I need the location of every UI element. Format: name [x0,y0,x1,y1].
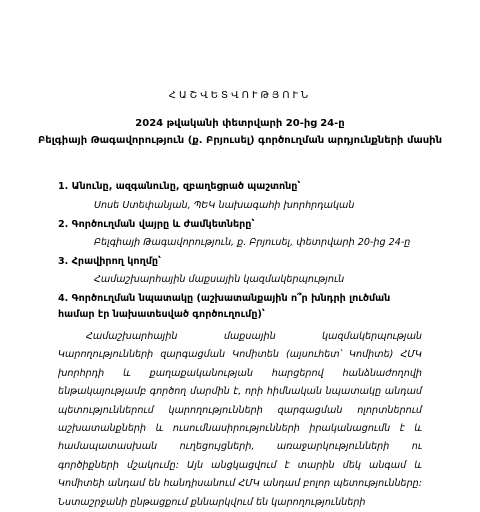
document-topic-line: Բելգիայի Թագավորություն (ք. Բրյուսել) գործուղման արդյունքների մասին [37,135,443,146]
purpose-body: Համաշխարհային մաքսային կազմակերպության Կարողությունների զարգացման Կոմիտեն (այսուհետ՝ Կոմիտե) ՀՄԿ խորհրդի և քաղաքականության հարցերով հանձնաժողովի ենթակայությամբ գործող մարմին է, որի հիմնական նպատակը անդամ պետություններում կարողությունների զարգացման ոլորտներում աշխատանքների և ուսումնասիրությունների իրականացումն է և համապատասխան ուղեցույցների, առաջարկությունների ու գործիքների մշակումը: Այն անցկացվում է տարին մեկ անգամ և Կոմիտեի անդամ են հանդիսանում ՀՄԿ անդամ բոլոր պետությունները: Նստաշրջանի ընթացքում քննարկվում են կարողությունների [58,331,422,508]
item-heading-place-dates: 2. Գործուղման վայրը և ժամկետները՝ [58,219,255,230]
item-heading-inviting-party: 3. Հրավիրող կողմը՝ [58,256,162,267]
item-value-inviting-party: Համաշխարհային մաքսային կազմակերպություն [94,274,345,285]
item-heading-name: 1. Անունը, ազգանունը, զբաղեցրած պաշտոնը՝ [58,181,301,192]
item-value-place-dates: Բելգիայի Թագավորություն, ք. Բրյուսել, փետրվարի 20-ից 24-ը [94,237,411,248]
document-date-line: 2024 թվականի փետրվարի 20-ից 24-ը [135,118,345,129]
item-value-name: Սոսե Ստեփանյան, ՊԵԿ նախագահի խորհրդական [94,200,355,211]
purpose-heading: 4. Գործուղման նպատակը (աշխատանքային ո՞ր խնդրի լուծման համար էր նախատեսված գործուղումը)՝ [58,293,391,320]
document-title: ՀԱՇՎԵՏՎՈՒԹՅՈՒՆ [168,90,312,101]
